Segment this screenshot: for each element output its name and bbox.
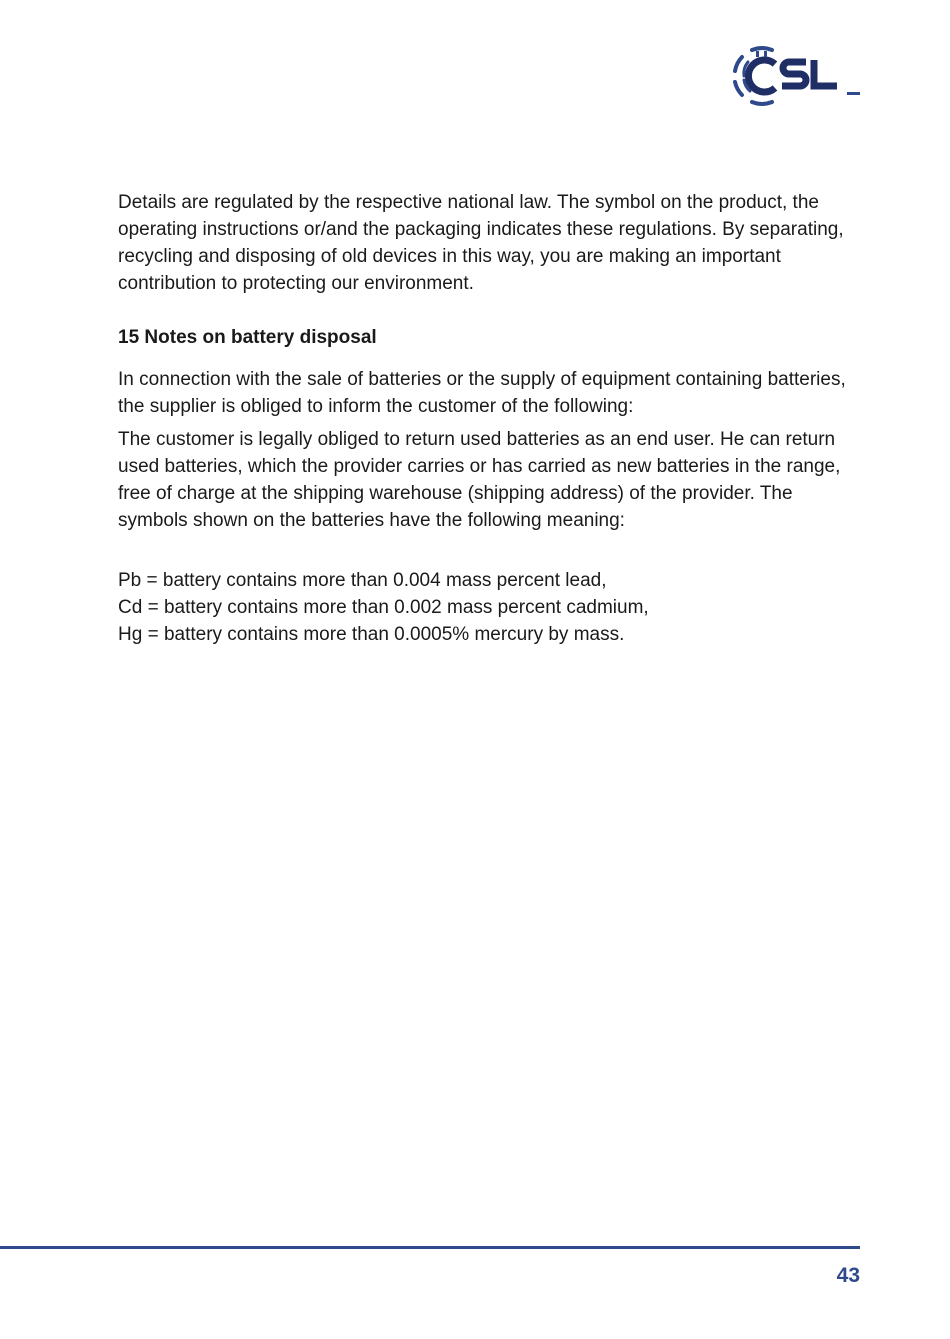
- symbol-item-pb: Pb = battery contains more than 0.004 mass percent lead,: [118, 570, 607, 591]
- csl-logo: [730, 44, 862, 108]
- section-heading: 15 Notes on battery disposal: [118, 327, 377, 348]
- symbol-item-cd: Cd = battery contains more than 0.002 mass percent cadmium,: [118, 597, 649, 618]
- intro-paragraph: Details are regulated by the respective national law. The symbol on the product, the operating instructions or/and the packaging indicates these regulations. By separating, recycling and disposing of old devices in this way, you are making an important contribution to protecting our environment.: [118, 192, 844, 294]
- sale-paragraph: In connection with the sale of batteries or the supply of equipment containing batteries, the supplier is obliged to inform the customer of the following:: [118, 369, 846, 417]
- battery-symbol-list: [118, 567, 848, 648]
- customer-paragraph: The customer is legally obliged to return used batteries as an end user. He can return used batteries, which the provider carries or has carried as new batteries in the range, free of charge at the shipping warehouse (shipping address) of the provider. The symbols shown on the batteries have the following meaning:: [118, 429, 841, 531]
- footer-divider: [0, 1246, 860, 1249]
- page-content: [118, 189, 848, 648]
- page-number: 43: [836, 1264, 860, 1287]
- symbol-item-hg: Hg = battery contains more than 0.0005% mercury by mass.: [118, 624, 625, 645]
